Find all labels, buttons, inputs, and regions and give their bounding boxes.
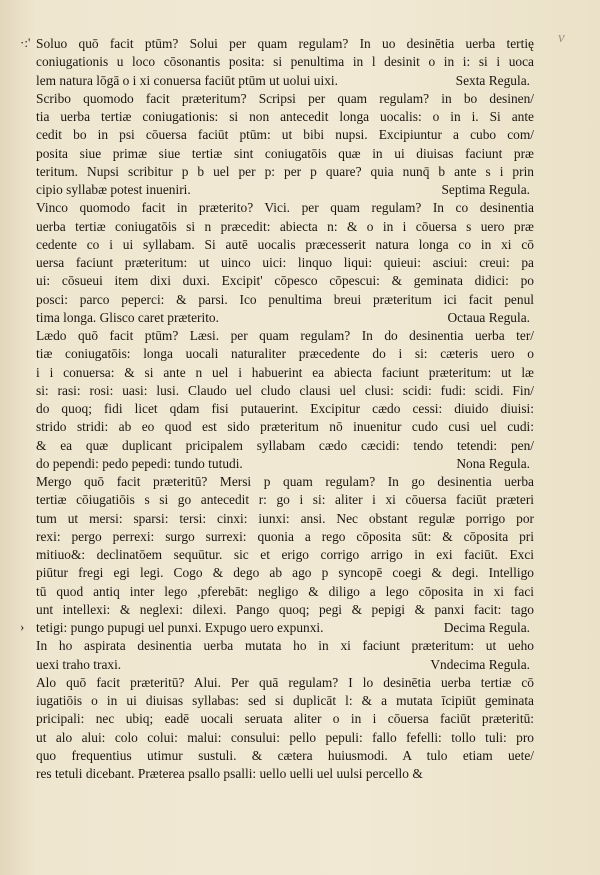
line-text: cipio syllabæ potest inueniri.	[36, 182, 191, 197]
line-text: Scribo quomodo facit præteritum? Scripsi per quam regulam? in bo desinen/	[36, 90, 534, 106]
line-text: i i conuersa: & si ante n uel i habuerint ea abiecta faciunt præteritum: ut læ	[36, 364, 534, 380]
line-text: iugatiōis o in ui diuisas syllabas: sed si duplicāt l: & a mutata īcipiūt geminata	[36, 693, 534, 708]
text-line	[36, 327, 534, 345]
line-text: si: rasi: rosi: uasi: lusi. Claudo uel cludo clausi uel clusi: scidi: fudi: scidi. Fin/	[36, 382, 534, 398]
line-text: Vinco quomodo facit in præterito? Vici. per quam regulam? In co desinentia	[36, 200, 534, 216]
line-text: unt intellexi: & neglexi: dilexi. Pango quoq; pegi & pepigi & panxi facit: tago	[36, 601, 534, 617]
text-line	[36, 72, 534, 90]
line-text: uexi traho traxi.	[36, 656, 122, 672]
line-text: Lædo quō facit ptūm? Læsi. per quam regulam? In do desinentia uerba ter/	[36, 328, 534, 343]
text-line	[36, 729, 534, 747]
text-line	[36, 236, 534, 254]
line-text: cedit bo in psi cōuersa faciūt ptūm: ut bibi nupsi. Excipiuntur a cubo com/	[36, 127, 534, 143]
line-text: teritum. Nupsi scribitur p b uel per p: per p quare? quia nunq̄ b ante s i prin	[36, 163, 534, 179]
text-line	[36, 674, 534, 692]
rule-heading: Decima Regula.	[443, 620, 530, 635]
text-line	[36, 564, 534, 582]
line-text: cedente co i ui syllabam. Si autē uocalis præcesserit natura longa co in xi cō	[36, 236, 534, 252]
text-line	[36, 400, 534, 418]
text-line	[36, 272, 534, 290]
rule-heading: Nona Regula.	[456, 455, 530, 471]
line-text: quo frequentius utimur sustuli. & cætera huiusmodi. A tulo etiam uete/	[36, 747, 534, 763]
line-text: posci: parco peperci: & parsi. Ico penultima breui præteritum ici facit penul	[36, 291, 534, 307]
rule-heading: Octaua Regula.	[447, 309, 530, 325]
line-text: posita siue primæ siue tertiæ sint coniugatōis quæ in ui diuisas faciunt præ	[36, 145, 534, 161]
line-text: mitiuo&: declinatōem sequūtur. sic et erigo corrigo arrigo in exi faciūt. Exci	[36, 547, 534, 562]
line-text: tetigi: pungo pupugi uel punxi. Expugo uero expunxi.	[36, 620, 324, 635]
text-line	[36, 437, 534, 455]
text-line	[36, 619, 534, 637]
line-text: do pependi: pedo pepedi: tundo tutudi.	[36, 455, 243, 471]
line-text: ui: cōsueui item dixi duxi. Excipit' cōpesco cōpescui: & geminata didici: po	[36, 273, 534, 289]
line-text: tū quod antiq inter lego ,pferebāt: negligo & diligo a lego cōposita in xi faci	[36, 583, 534, 599]
rule-heading: Septima Regula.	[441, 182, 530, 197]
line-text: uersa faciunt præteritum: ut uinco uici: linquo liqui: quieui: asciui: creui: pa	[36, 255, 534, 270]
line-text: tum ut mersi: sparsi: tersi: cinxi: iunxi: ansi. Nec obstant regulæ porrigo por	[36, 510, 534, 526]
text-line	[36, 382, 534, 400]
text-line	[36, 692, 534, 710]
text-line	[36, 90, 534, 108]
text-line	[36, 637, 534, 655]
text-line	[36, 108, 534, 126]
line-text: Mergo quō facit præteritū? Mersi p quam regulam? In go desinentia uerba	[36, 474, 534, 489]
line-text: tertiæ cōiugatiōis s si go antecedit r: go i si: aliter i xi cōuersa faciūt præteri	[36, 492, 534, 508]
text-line	[36, 254, 534, 272]
line-text: coniugationis u loco cōsonantis posita: si penultima in l desinit o in i: si i uoca	[36, 54, 534, 70]
text-line	[36, 710, 534, 728]
text-line	[36, 145, 534, 163]
text-line	[36, 126, 534, 144]
text-line	[36, 546, 534, 564]
text-line	[36, 291, 534, 309]
text-line	[36, 528, 534, 546]
text-line	[36, 345, 534, 363]
line-text: Alo quō facit præteritū? Alui. Per quā regulam? I lo desinētia uerba tertiæ cō	[36, 674, 534, 690]
text-line	[36, 765, 534, 783]
line-text: rexi: pergo perrexi: surgo surrexi: quonia a rego cōposita sūt: & cōposita pri	[36, 528, 534, 544]
text-line	[36, 473, 534, 491]
text-line	[36, 747, 534, 765]
line-text: tiæ coniugatōis: longa uocali naturaliter præcedente do i si: cæteris uero o	[36, 346, 534, 362]
text-line	[36, 35, 534, 53]
margin-mark-top: ·:'	[20, 35, 31, 50]
text-line	[36, 455, 534, 473]
line-text: uerba tertiæ coniugatōis si n præcedit: abiecta n: & o in i cōuersa s uero præ	[36, 218, 534, 234]
line-text: strido stridi: ab eo quod est sido præteritum nō inuenitur cudo cusi uel cudi:	[36, 419, 534, 435]
line-text: tima longa. Glisco caret præterito.	[36, 309, 219, 325]
line-text: ut alo alui: colo colui: malui: consului: pello pepuli: fallo fefelli: tollo tuli: pro	[36, 729, 534, 745]
text-line	[36, 656, 534, 674]
text-line	[36, 418, 534, 436]
line-text: do quoq; fidi licet qdam fisi putauerint. Excipitur cædo cessi: diuido diuisi:	[36, 401, 534, 416]
line-text: tia uerba tertiæ coniugationis: si non antecedit longa uocalis: o in i. Si ante	[36, 109, 534, 124]
folio-number: v	[558, 30, 565, 46]
text-line	[36, 491, 534, 509]
rule-heading: Sexta Regula.	[455, 72, 530, 88]
text-line	[36, 309, 534, 327]
text-block	[36, 35, 534, 783]
line-text: piūtur fregi egi legi. Cogo & dego ab ago p syncopē coegi & degi. Intelligo	[36, 565, 534, 581]
line-text: Soluo quō facit ptūm? Solui per quam regulam? In uo desinētia uerba tertię	[36, 36, 534, 51]
line-text: & ea quæ duplicant pricipalem syllabam cædo cæcidi: tendo tetendi: pen/	[36, 437, 534, 453]
line-text: res tetuli dicebant. Præterea psallo psalli: uello uelli uel uulsi percello &	[36, 766, 423, 781]
rule-heading: Vndecima Regula.	[430, 656, 530, 672]
text-line	[36, 181, 534, 199]
text-line	[36, 364, 534, 382]
text-line	[36, 199, 534, 217]
text-line	[36, 53, 534, 71]
line-text: lem natura lōgā o i xi conuersa faciūt ptūm ut uolui uixi.	[36, 72, 338, 88]
text-line	[36, 510, 534, 528]
line-text: In ho aspirata desinentia uerba mutata ho in xi faciunt præteritum: ut ueho	[36, 638, 534, 654]
line-text: pricipali: nec ubiq; eadē uocali seruata aliter o in i cōuersa faciūt præteritū:	[36, 711, 534, 727]
text-line	[36, 601, 534, 619]
text-line	[36, 583, 534, 601]
text-line	[36, 163, 534, 181]
text-line	[36, 218, 534, 236]
margin-mark-side: ›	[20, 619, 25, 634]
